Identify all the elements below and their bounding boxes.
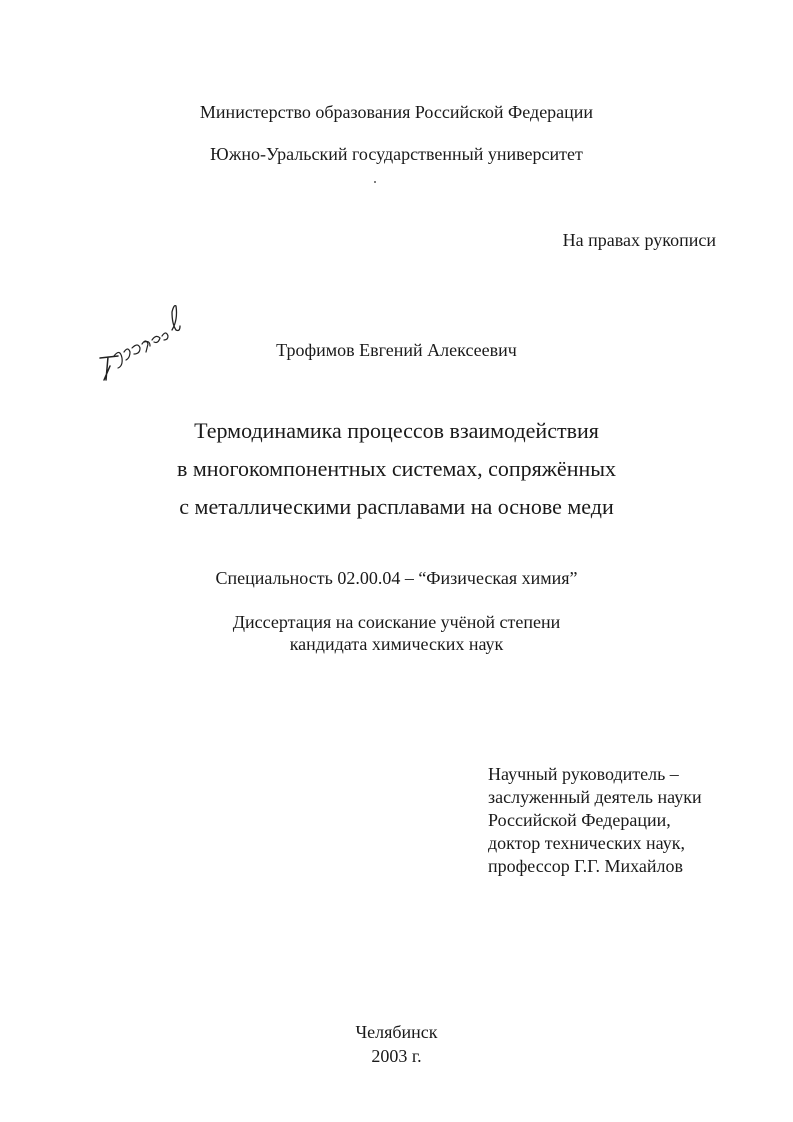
supervisor-line: доктор технических наук, (488, 833, 685, 853)
year: 2003 г. (371, 1046, 422, 1066)
degree-statement (0, 611, 793, 655)
place-and-year (0, 1020, 793, 1068)
supervisor-line: заслуженный деятель науки (488, 787, 702, 807)
rights-notice: На правах рукописи (562, 230, 716, 250)
supervisor-line: профессор Г.Г. Михайлов (488, 856, 683, 876)
specialty-line: Специальность 02.00.04 – “Физическая химия” (215, 568, 578, 588)
scan-speck (374, 181, 376, 183)
author-name: Трофимов Евгений Алексеевич (276, 340, 517, 360)
supervisor-line: Российской Федерации, (488, 810, 671, 830)
title-line: с металлическими расплавами на основе меди (179, 494, 614, 519)
city: Челябинск (355, 1022, 438, 1042)
supervisor-block (488, 763, 702, 878)
university-name: Южно-Уральский государственный университет (210, 144, 583, 164)
degree-line: кандидата химических наук (289, 634, 504, 654)
title-line: в многокомпонентных системах, сопряжённых (176, 456, 617, 481)
ministry-name: Министерство образования Российской Федерации (199, 102, 594, 122)
supervisor-line: Научный руководитель – (488, 764, 679, 784)
degree-line: Диссертация на соискание учёной степени (232, 612, 561, 632)
dissertation-title (0, 412, 793, 526)
title-line: Термодинамика процессов взаимодействия (194, 418, 599, 443)
